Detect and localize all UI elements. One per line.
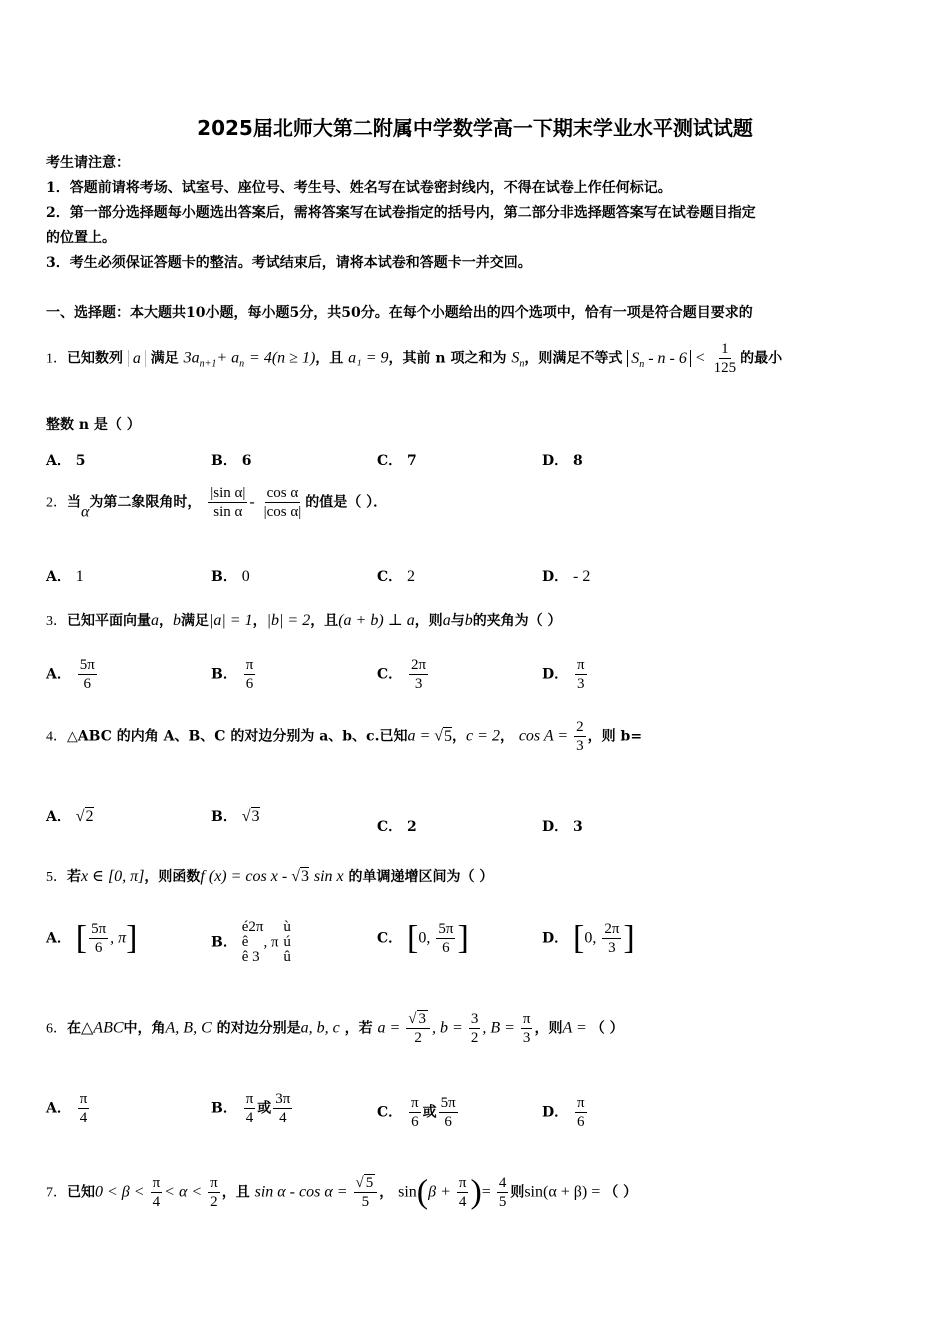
q5-option-a[interactable]: A． [ $\frac{5\pi}{6}$ , π] (46, 919, 138, 957)
question-2: 2．当α为第二象限角时， $\frac{\text{|sin α|}}{\text{sin α}}$ - $\frac{\text{cos α}}{\text{|cos α|}}$ 的值是（ ）． (46, 485, 388, 521)
q1-option-a[interactable]: A． 5 (46, 453, 86, 469)
q3-option-a[interactable]: A． $\frac{5\pi}{6}$ (46, 657, 95, 692)
question-4: 4．△ABC 的内角 A、B、C 的对边分别为 a、b、c.已知a = √5，c = 2， cos A = $\frac{2}{3}$ ，则 b= (46, 719, 643, 754)
q4-option-d[interactable]: D． 3 (542, 819, 583, 835)
q3-option-d[interactable]: D． $\frac{\pi}{3}$ (542, 657, 585, 692)
q5-option-b[interactable]: B． é2π ê ê 3 , π ù ú û (211, 919, 291, 965)
notice-item-2-cont: 的位置上。 (46, 230, 116, 246)
q5-option-c[interactable]: C． [0, $\frac{5\pi}{6}$ ] (377, 919, 469, 957)
notice-heading: 考生请注意： (46, 155, 130, 171)
q6-option-c[interactable]: C． $\frac{\pi}{6}$ 或 $\frac{5\pi}{6}$ (377, 1095, 456, 1130)
q1-option-d[interactable]: D． 8 (542, 453, 583, 469)
q3-option-b[interactable]: B． $\frac{\pi}{6}$ (211, 657, 254, 692)
question-7: 7．已知0 < β < $\frac{\pi}{4}$ < α < $\frac{\pi}{2}$ ，且 sin α - cos α = $\frac{√ 5}{5}$ ， sin(β + $\frac{\pi}{4}$ )= $\frac{4}{5}$ 则sin(α + β) = （ ） (46, 1173, 638, 1211)
q4-option-a[interactable]: A． √2 (46, 808, 94, 825)
q2-option-a[interactable]: A． 1 (46, 568, 84, 585)
q2-option-d[interactable]: D． - 2 (542, 568, 591, 585)
q1-option-c[interactable]: C． 7 (377, 453, 417, 469)
q2-option-c[interactable]: C． 2 (377, 568, 416, 585)
notice-item-1: 1．答题前请将考场、试室号、座位号、考生号、姓名写在试卷密封线内，不得在试卷上作任何标记。 (46, 180, 672, 196)
q4-option-c[interactable]: C． 2 (377, 819, 417, 835)
question-5: 5．若x ∈ [0, π]，则函数f (x) = cos x - √3 sin x 的单调递增区间为（ ） (46, 868, 494, 885)
q3-option-c[interactable]: C． $\frac{2\pi}{3}$ (377, 657, 427, 692)
q6-option-d[interactable]: D． $\frac{\pi}{6}$ (542, 1095, 585, 1130)
section-heading: 一、选择题：本大题共10小题，每小题5分，共50分。在每个小题给出的四个选项中，恰有一项是符合题目要求的 (46, 305, 753, 321)
notice-item-2: 2．第一部分选择题每小题选出答案后，需将答案写在试卷指定的括号内，第二部分非选择题答案写在试卷题目指定 (46, 205, 756, 221)
q4-option-b[interactable]: B． √3 (211, 808, 260, 825)
q5-option-d[interactable]: D． [0, $\frac{2\pi}{3}$ ] (542, 919, 635, 957)
q2-option-b[interactable]: B． 0 (211, 568, 250, 585)
page-title: 2025届北师大第二附属中学数学高一下期末学业水平测试试题 (197, 116, 753, 140)
question-3: 3．已知平面向量a，b满足|a| = 1，|b| = 2，且(a + b) ⊥ a，则a与b的夹角为（ ） (46, 612, 562, 629)
q6-option-b[interactable]: B． $\frac{\pi}{4}$ 或 $\frac{3\pi}{4}$ (211, 1091, 291, 1126)
q6-option-a[interactable]: A． $\frac{\pi}{4}$ (46, 1091, 88, 1126)
question-1: 1．已知数列 a 满足 $3a_{n+1}+ a_n = 4(n \ge 1)$，且 a₁ = 9，其前 n 项之和为 $S_n$，则满足不等式 $S_n$ - n - 6 < $\frac{1}{125}$ 的最小 (46, 341, 783, 376)
q1-option-b[interactable]: B． 6 (211, 453, 252, 469)
notice-item-3: 3．考生必须保证答题卡的整洁。考试结束后，请将本试卷和答题卡一并交回。 (46, 255, 532, 271)
question-1-cont: 整数 n 是（ ） (46, 417, 141, 433)
question-6: 6．在△ABC中，角A, B, C 的对边分别是a, b, c ，若 a = $\frac{√ 3}{2}$ , b = $\frac{3}{2}$ , B = $\frac{\pi}{3}$ ，则A = （ ） (46, 1011, 624, 1046)
